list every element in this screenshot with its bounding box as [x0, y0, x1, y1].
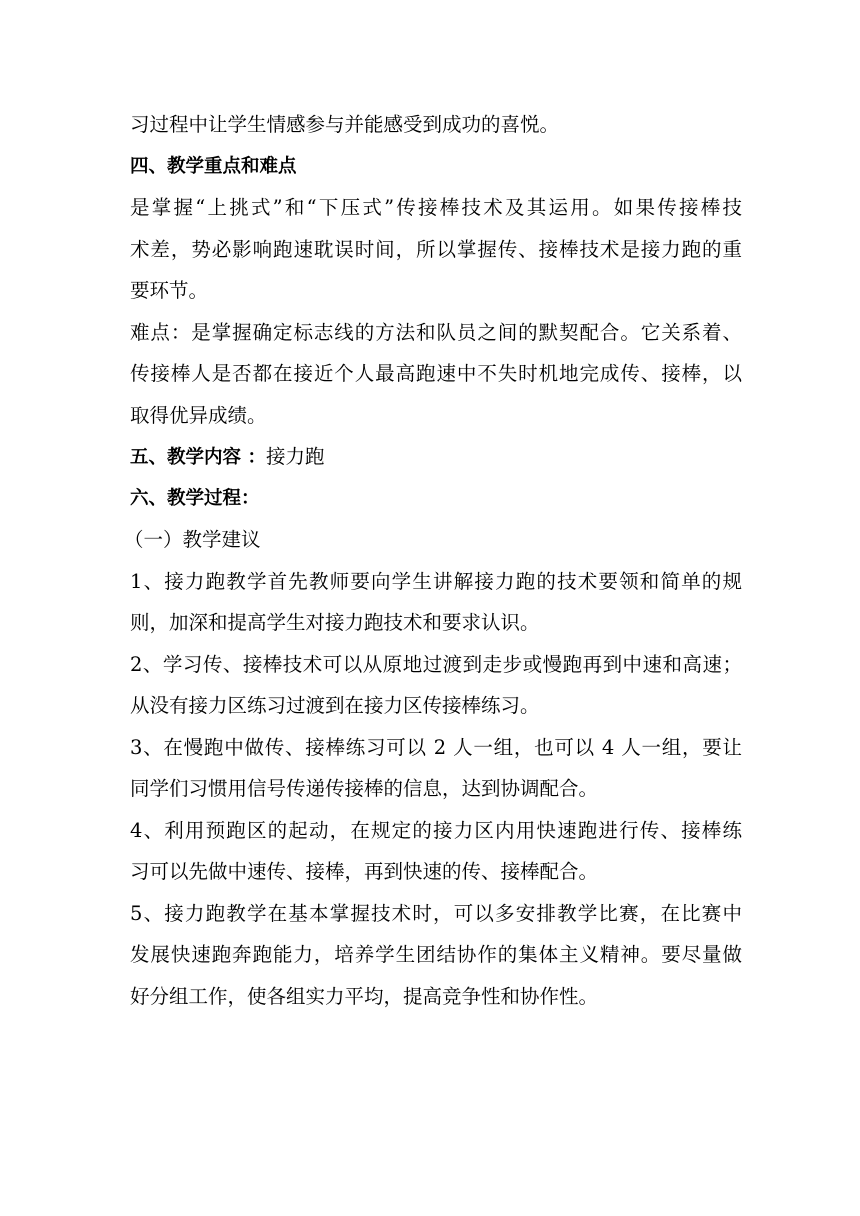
paragraph-line: 传接棒人是否都在接近个人最高跑速中不失时机地完成传、接棒，以	[130, 362, 742, 385]
list-item-line: 3、在慢跑中做传、接棒练习可以 2 人一组，也可以 4 人一组，要让	[130, 735, 742, 759]
section-heading-5-value: 接力跑	[265, 445, 325, 468]
list-item-line: 好分组工作，使各组实力平均，提高竞争性和协作性。	[130, 984, 599, 1008]
list-item-line: 发展快速跑奔跑能力，培养学生团结协作的集体主义精神。要尽量做	[130, 943, 742, 966]
document-body	[124, 104, 742, 1017]
list-item-line: 2、学习传、接棒技术可以从原地过渡到走步或慢跑再到中速和高速；	[130, 652, 742, 676]
section-heading-5	[130, 436, 742, 478]
list-item-line: 1、接力跑教学首先教师要向学生讲解接力跑的技术要领和简单的规	[130, 569, 742, 593]
section-heading-6: 六、教学过程：	[130, 487, 260, 509]
subsection-heading: （一）教学建议	[124, 528, 261, 551]
list-item-line: 习可以先做中速传、接棒，再到快速的传、接棒配合。	[130, 860, 599, 883]
paragraph-line: 习过程中让学生情感参与并能感受到成功的喜悦。	[130, 113, 560, 136]
section-heading-4: 四、教学重点和难点	[130, 155, 297, 177]
paragraph-line: 术差，势必影响跑速耽误时间，所以掌握传、接棒技术是接力跑的重	[130, 237, 742, 261]
list-item-line: 则，加深和提高学生对接力跑技术和要求认识。	[130, 611, 540, 634]
list-item-line: 从没有接力区练习过渡到在接力区传接棒练习。	[130, 694, 540, 717]
paragraph-line: 要环节。	[130, 279, 209, 302]
list-item-line: 5、接力跑教学在基本掌握技术时，可以多安排教学比赛，在比赛中	[130, 901, 742, 925]
list-item-line: 同学们习惯用信号传递传接棒的信息，达到协调配合。	[130, 777, 599, 800]
section-heading-5-label: 五、教学内容 ：	[130, 447, 266, 468]
paragraph-line: 是掌握“上挑式”和“下压式”传接棒技术及其运用。如果传接棒技	[130, 196, 742, 219]
list-item-line: 4、利用预跑区的起动，在规定的接力区内用快速跑进行传、接棒练	[130, 818, 742, 842]
paragraph-line: 取得优异成绩。	[130, 403, 267, 427]
paragraph-line: 难点：是掌握确定标志线的方法和队员之间的默契配合。它关系着、	[130, 320, 742, 344]
